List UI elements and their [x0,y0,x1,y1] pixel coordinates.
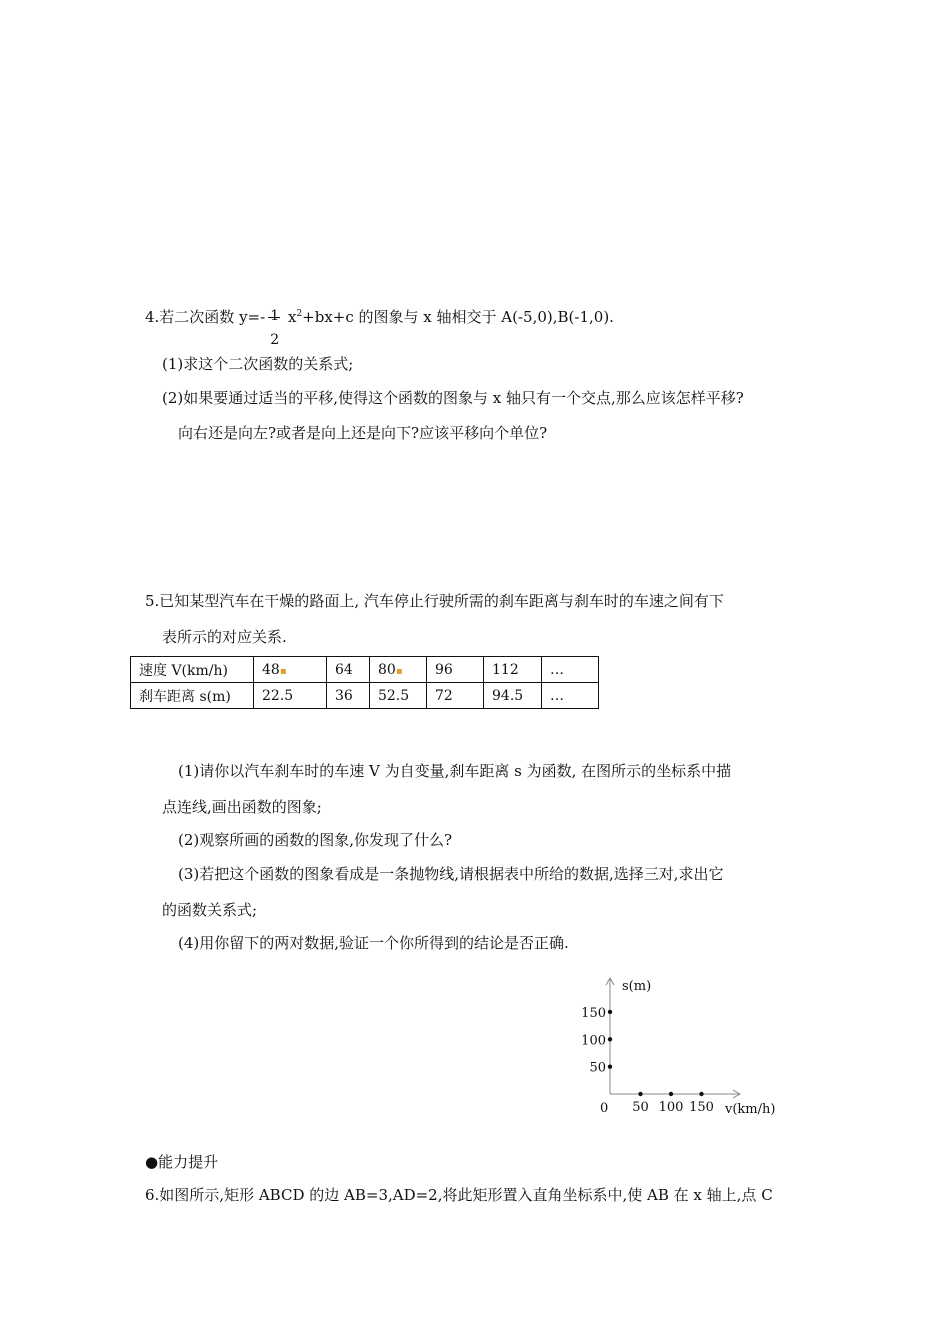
q5-part2: (2)观察所画的函数的图象,你发现了什么? [178,831,453,849]
x-tick-dot [669,1092,673,1096]
q4-frac-num: 1 [270,308,280,324]
table-cell: 52.5 [370,683,427,709]
y-axis-label: s(m) [622,979,652,994]
table-cell: 72 [427,683,484,709]
table-cell: 48▪ [254,657,327,683]
table-row [131,683,599,709]
q4-fraction [267,298,281,348]
y-tick-dot [608,1064,612,1068]
x-tick-dot [699,1092,703,1096]
q4-prefix: 4.若二次函数 y=- [145,308,266,326]
table-cell: 94.5 [484,683,542,709]
table-cell: 刹车距离 s(m) [131,683,254,709]
q4-stem [145,294,614,348]
table-cell: 96 [427,657,484,683]
q4-part2-cont: 向右还是向左?或者是向上还是向下?应该平移向个单位? [178,424,548,442]
table-cell: 36 [327,683,370,709]
speed-distance-table [130,656,599,709]
x-tick-dot [638,1092,642,1096]
y-tick-label: 100 [581,1033,606,1049]
table-cell: 80▪ [370,657,427,683]
q5-intro-cont: 表所示的对应关系. [162,628,287,646]
q5-part1-cont: 点连线,画出函数的图象; [162,798,322,816]
y-tick-dot [608,1037,612,1041]
q5-part3: (3)若把这个函数的图象看成是一条抛物线,请根据表中所给的数据,选择三对,求出它 [178,865,724,883]
q5-part4: (4)用你留下的两对数据,验证一个你所得到的结论是否正确. [178,934,569,952]
coordinate-axes-chart [570,970,810,1125]
q6-text: 6.如图所示,矩形 ABCD 的边 AB=3,AD=2,将此矩形置入直角坐标系中,使 AB 在 x 轴上,点 C [145,1186,773,1204]
section-title: 能力提升 [158,1153,219,1171]
q5-part3-cont: 的函数关系式; [162,901,258,919]
y-tick-label: 150 [581,1005,606,1021]
q5-part1: (1)请你以汽车刹车时的车速 V 为自变量,刹车距离 s 为函数, 在图所示的坐标系中描 [178,762,732,780]
x-tick-label: 150 [689,1100,714,1115]
y-tick-dot [608,1010,612,1014]
table-row [131,657,599,683]
table-cell: 112 [484,657,542,683]
q4-frac-den: 2 [270,332,280,348]
x-tick-label: 50 [632,1100,649,1115]
q4-expr-x: x [283,308,297,326]
table-cell: … [542,683,599,709]
bullet-icon: ● [145,1153,159,1171]
q4-suffix: +bx+c 的图象与 x 轴相交于 A(-5,0),B(-1,0). [302,308,614,326]
table-cell: 22.5 [254,683,327,709]
table-cell: 64 [327,657,370,683]
x-tick-label: 100 [658,1100,684,1115]
q4-expr-sup: 2 [296,309,303,319]
table-cell: … [542,657,599,683]
x-axis-label: v(km/h) [725,1102,776,1117]
y-tick-label: 50 [589,1060,606,1076]
origin-label: 0 [600,1101,609,1116]
q4-part2: (2)如果要通过适当的平移,使得这个函数的图象与 x 轴只有一个交点,那么应该怎样平移? [162,389,744,407]
q4-part1: (1)求这个二次函数的关系式; [162,355,354,373]
q5-intro: 5.已知某型汽车在干燥的路面上, 汽车停止行驶所需的刹车距离与刹车时的车速之间有下 [145,592,724,610]
section-heading [145,1151,218,1172]
table-cell: 速度 V(km/h) [131,657,254,683]
